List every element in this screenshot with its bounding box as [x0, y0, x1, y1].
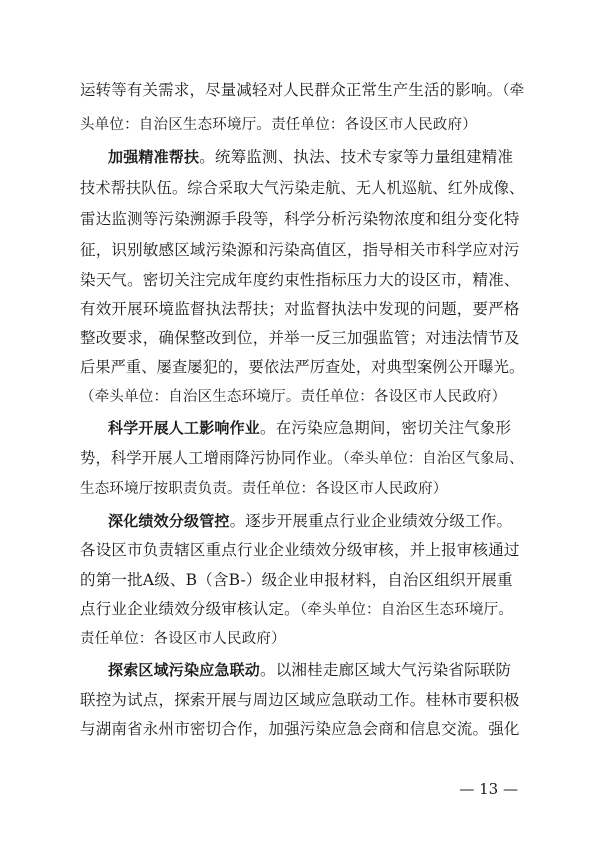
text-run: 点行业企业绩效分级审核认定。 [80, 600, 300, 618]
text-run: （牵头单位：自治区气象局、 [342, 451, 524, 467]
text-line [108, 511, 524, 531]
text-line [80, 599, 524, 619]
text-line [80, 178, 525, 198]
text-run: 雷达监测等污染溯源手段等，科学分析污染物浓度和组分变化特 [80, 210, 520, 228]
page-number: — 13 — [459, 780, 518, 798]
text-run: 科学开展人工影响作业 [108, 419, 261, 437]
text-line [80, 448, 524, 468]
text-line [108, 660, 524, 680]
text-run: （牵头单位：自治区生态环境厅。责任单位：各设区市人民政府） [80, 389, 507, 405]
text-line [80, 270, 524, 290]
text-line [80, 80, 525, 100]
text-line [80, 628, 524, 648]
text-run: （牵 [502, 83, 525, 99]
text-line [80, 386, 524, 406]
text-run: 染天气。密切关注完成年度约束性指标压力大的设区市，精准、 [80, 271, 520, 289]
text-line [80, 478, 524, 498]
text-line [80, 357, 525, 377]
text-run: 。以湘桂走廊区域大气污染省际联防 [260, 661, 512, 679]
text-line [80, 570, 524, 590]
text-line [108, 147, 524, 167]
text-run: 与湖南省永州市密切合作，加强污染应急会商和信息交流。强化 [80, 720, 520, 738]
text-run: 征，识别敏感区域污染源和污染高值区，指导相关市科学应对污 [80, 241, 520, 259]
text-line [80, 299, 524, 319]
text-line [80, 114, 524, 134]
text-run: 各设区市负责辖区重点行业企业绩效分级审核，并上报审核通过 [80, 541, 520, 559]
text-run: 联控为试点，探索开展与周边区域应急联动工作。桂林市要积极 [80, 691, 520, 709]
text-run: 整改要求，确保整改到位，并举一反三加强监管；对违法情节及 [80, 329, 520, 347]
text-run: 技术帮扶队伍。综合采取大气污染走航、无人机巡航、红外成像、 [80, 179, 525, 197]
text-run: 生态环境厅按职责负责。责任单位：各设区市人民政府） [80, 481, 448, 497]
text-run: 责任单位：各设区市人民政府） [80, 631, 286, 647]
text-run: 有效开展环境监督执法帮扶；对监督执法中发现的问题，要严格 [80, 300, 520, 318]
text-run: 势，科学开展人工增雨降污协同作业。 [80, 449, 343, 467]
text-run: 头单位：自治区生态环境厅。责任单位：各设区市人民政府） [80, 117, 477, 133]
text-run: （牵头单位：自治区生态环境厅。 [299, 602, 514, 618]
text-run: 深化绩效分级管控 [108, 512, 230, 530]
text-run: 加强精准帮扶 [108, 148, 200, 166]
text-run: 的第一批A级、B（含B-）级企业申报材料，自治区组织开展重 [80, 571, 513, 589]
text-line [80, 328, 524, 348]
text-run: 运转等有关需求，尽量减轻对人民群众正常生产生活的影响。 [80, 81, 503, 99]
text-run: 。逐步开展重点行业企业绩效分级工作。 [229, 512, 513, 530]
text-line [80, 209, 524, 229]
text-line [80, 690, 524, 710]
text-line [108, 418, 524, 438]
text-run: 后果严重、屡查屡犯的，要依法严厉查处，对典型案例公开曝光。 [80, 358, 525, 376]
text-line [80, 719, 524, 739]
text-line [80, 240, 524, 260]
text-run: 探索区域污染应急联动 [108, 661, 261, 679]
text-line [80, 540, 524, 560]
text-run: 。在污染应急期间，密切关注气象形 [260, 419, 512, 437]
text-run: 。统筹监测、执法、技术专家等力量组建精准 [199, 148, 514, 166]
